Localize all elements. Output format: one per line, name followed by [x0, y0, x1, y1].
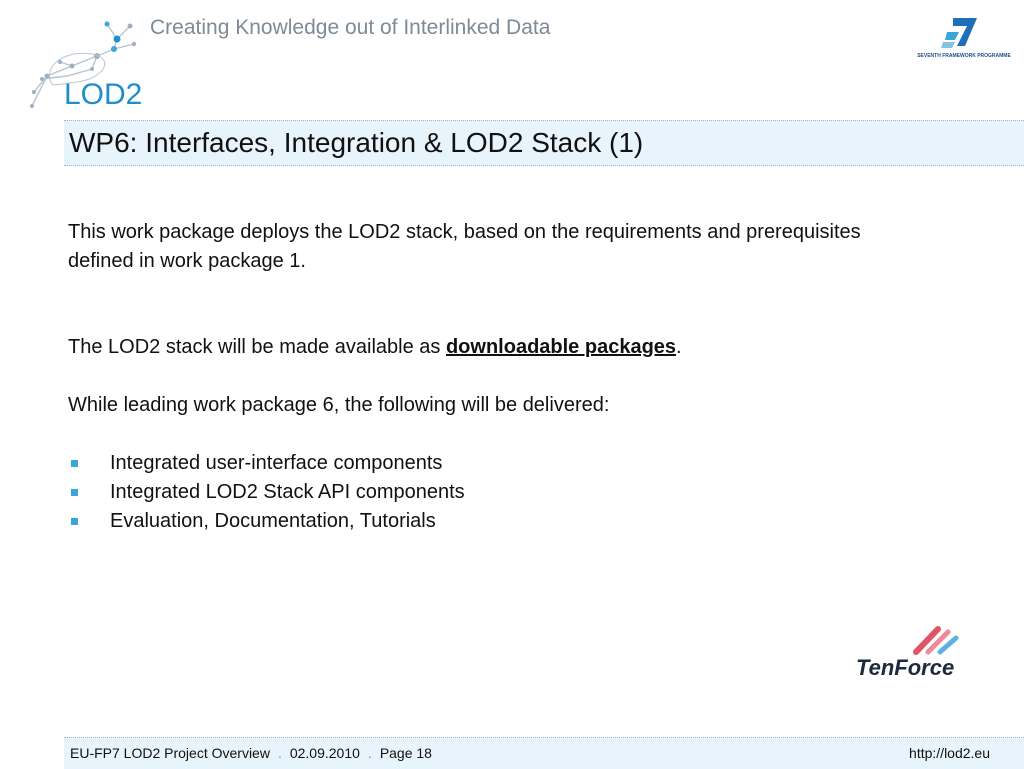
paragraph-packages-prefix: The LOD2 stack will be made available as: [68, 336, 446, 358]
fp7-logo: [917, 16, 1011, 68]
tenforce-logo: [852, 624, 964, 684]
slide-title: WP6: Interfaces, Integration & LOD2 Stack (1): [69, 127, 644, 158]
deliverables-list: [68, 449, 968, 536]
tenforce-stripes-icon: [916, 629, 956, 652]
list-item-label: Integrated LOD2 Stack API components: [110, 481, 465, 503]
square-bullet-icon: [71, 460, 78, 467]
downloadable-packages-link[interactable]: downloadable packages: [445, 336, 677, 358]
paragraph-intro-line1: This work package deploys the LOD2 stack, based on the requirements and prerequisites: [68, 221, 861, 243]
tenforce-logo-text: TenForce: [856, 655, 955, 680]
footer-separator: .: [277, 745, 282, 761]
fp7-logo-text: SEVENTH FRAMEWORK PROGRAMME: [917, 53, 1011, 59]
paragraph-packages-suffix: .: [676, 336, 682, 358]
footer-project: EU-FP7 LOD2 Project Overview: [70, 745, 270, 761]
paragraph-intro-line2: defined in work package 1.: [68, 250, 306, 272]
paragraph-deliverables: While leading work package 6, the following will be delivered:: [68, 394, 610, 416]
slide-content: [68, 218, 968, 536]
footer-url[interactable]: http://lod2.eu: [909, 745, 990, 761]
list-item-label: Evaluation, Documentation, Tutorials: [110, 510, 436, 532]
list-item-label: Integrated user-interface components: [110, 452, 443, 474]
footer-info: [70, 745, 432, 761]
square-bullet-icon: [71, 518, 78, 525]
footer-separator: .: [367, 745, 372, 761]
footer-date: 02.09.2010: [289, 745, 360, 761]
paragraph-packages: [68, 333, 968, 362]
footer-page: Page 18: [379, 745, 432, 761]
slide-title-bar: [64, 120, 1024, 166]
list-item: [68, 507, 968, 536]
lod2-logo-text: LOD2: [64, 78, 143, 111]
list-item: [68, 449, 968, 478]
footer-bar: [64, 737, 1024, 769]
square-bullet-icon: [71, 489, 78, 496]
header-tagline: Creating Knowledge out of Interlinked Data: [150, 16, 551, 39]
list-item: [68, 478, 968, 507]
